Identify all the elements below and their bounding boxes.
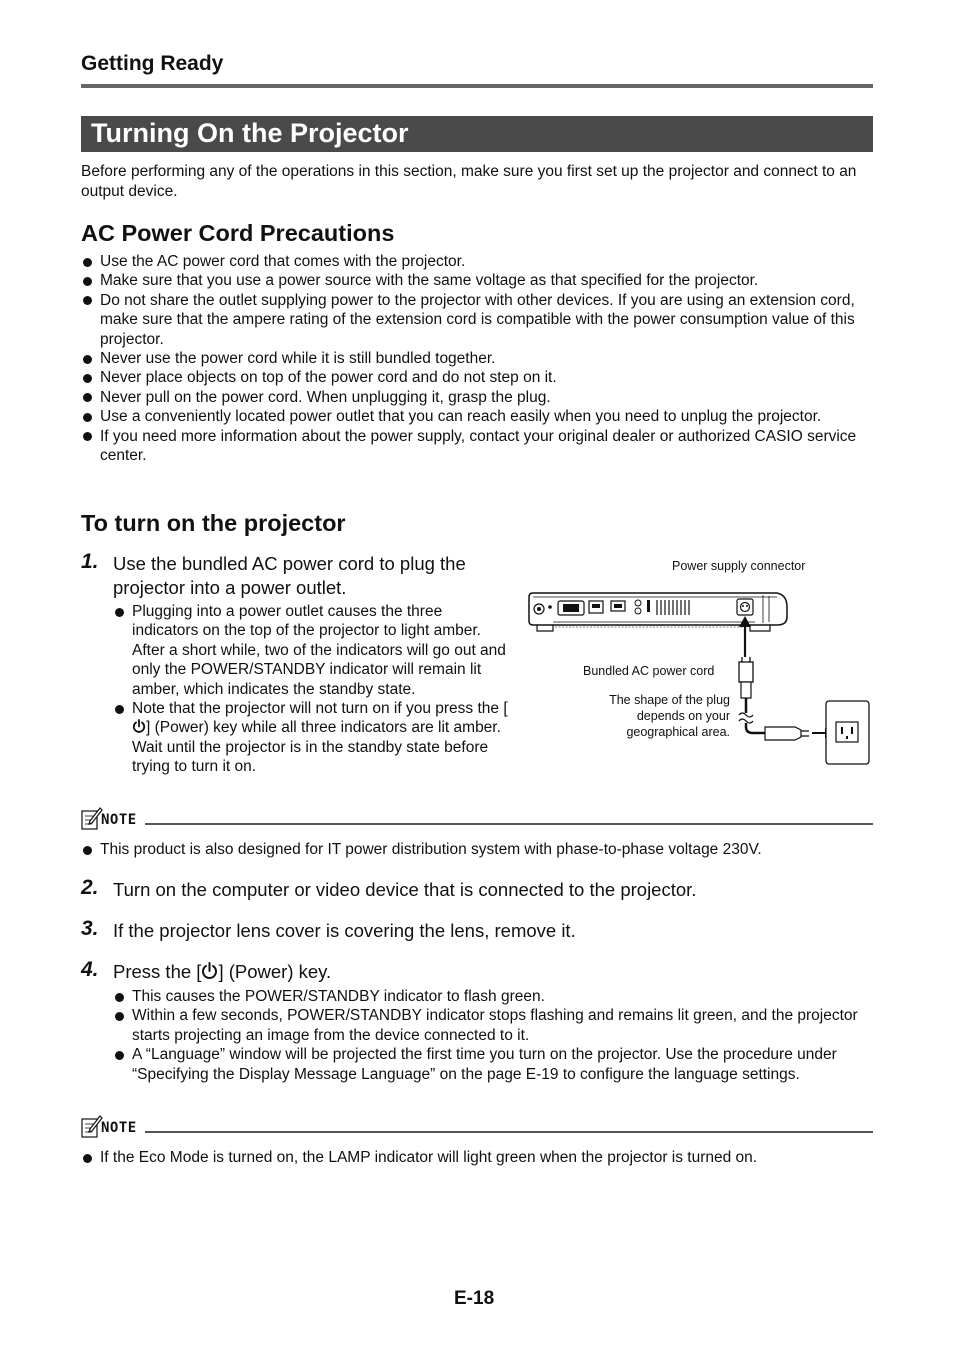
step-number: 1. [81,550,99,573]
list-item: This product is also designed for IT power distribution system with phase-to-phase voltage 230V. [81,840,871,859]
list-item: If you need more information about the power supply, contact your original dealer or authorized CASIO service center. [81,427,871,466]
step-text: Turn on the computer or video device that is connected to the projector. [113,879,697,900]
note-rule [145,1131,873,1133]
list-item: Never pull on the power cord. When unplugging it, grasp the plug. [81,388,871,407]
step-number: 3. [81,917,99,940]
note-label: NOTE [101,1120,137,1136]
precautions-heading: AC Power Cord Precautions [81,220,395,246]
step-number: 2. [81,876,99,899]
step1-bullets [113,602,511,777]
note-header [81,1114,873,1138]
step-text: Use the bundled AC power cord to plug the projector into a power outlet. [113,553,466,598]
power-cord-illustration [739,657,809,740]
list-item: This causes the POWER/STANDBY indicator to flash green. [113,987,871,1006]
step4-bullets [113,987,871,1084]
bullet-text: Note that the projector will not turn on if you press the [ [132,700,508,718]
step-text [113,960,873,984]
page-number: E-18 [454,1288,495,1309]
power-icon [132,719,146,734]
title-bar [81,116,873,152]
step-text: If the projector lens cover is covering the lens, remove it. [113,920,576,941]
wall-outlet-illustration [826,701,869,764]
list-item: Make sure that you use a power source with the same voltage as that specified for the projector. [81,271,871,290]
power-icon [201,962,218,980]
note-pencil-icon [81,806,103,830]
list-item: If the Eco Mode is turned on, the LAMP indicator will light green when the projector is turned on. [81,1148,871,1167]
page-title: Turning On the Projector [91,118,409,148]
turn-on-heading: To turn on the projector [81,510,346,536]
intro-text: Before performing any of the operations in this section, make sure you first set up the projector and connect to an output device. [81,163,857,200]
step-number: 4. [81,958,99,981]
list-item: Within a few seconds, POWER/STANDBY indicator stops flashing and remains lit green, and the projector starts projecting an image from the device connected to it. [113,1006,871,1045]
list-item: A “Language” window will be projected the first time you turn on the projector. Use the procedure under “Specifying the Display Message Language” on the page E-19 to configure the language settings. [113,1045,871,1084]
note2-list [81,1148,871,1167]
note-rule [145,823,873,825]
list-item [113,699,511,777]
list-item: Use a conveniently located power outlet that you can reach easily when you need to unplug the projector. [81,407,871,426]
step-text-part: ] (Power) key. [218,961,332,982]
list-item: Do not share the outlet supplying power to the projector with other devices. If you are using an extension cord, make sure that the ampere rating of the extension cord is compatible with the power consumption value of this projector. [81,291,871,349]
power-connection-diagram [525,585,875,770]
step-text-part: Press the [ [113,961,202,982]
list-item: Never place objects on top of the power cord and do not step on it. [81,368,871,387]
precautions-list [81,252,871,465]
bullet-text: ] (Power) key while all three indicators are lit amber. Wait until the projector is in the standby state before trying to turn it on. [132,719,501,776]
list-item: Never use the power cord while it is still bundled together. [81,349,871,368]
note-header [81,806,873,830]
connector-label: Power supply connector [672,559,806,573]
header-rule [81,84,873,88]
cord-label: Bundled AC power cord [583,664,715,678]
list-item: Use the AC power cord that comes with the projector. [81,252,871,271]
note-label: NOTE [101,812,137,828]
note1-list [81,840,871,859]
plug-note: The shape of the plug depends on your geographical area. [609,693,730,739]
section-label: Getting Ready [81,52,224,75]
list-item: Plugging into a power outlet causes the three indicators on the top of the projector to light amber. After a short while, two of the indicators will go out and only the POWER/STANDBY indicator will remain lit amber, which indicates the standby state. [113,602,511,699]
note-pencil-icon [81,1114,103,1138]
